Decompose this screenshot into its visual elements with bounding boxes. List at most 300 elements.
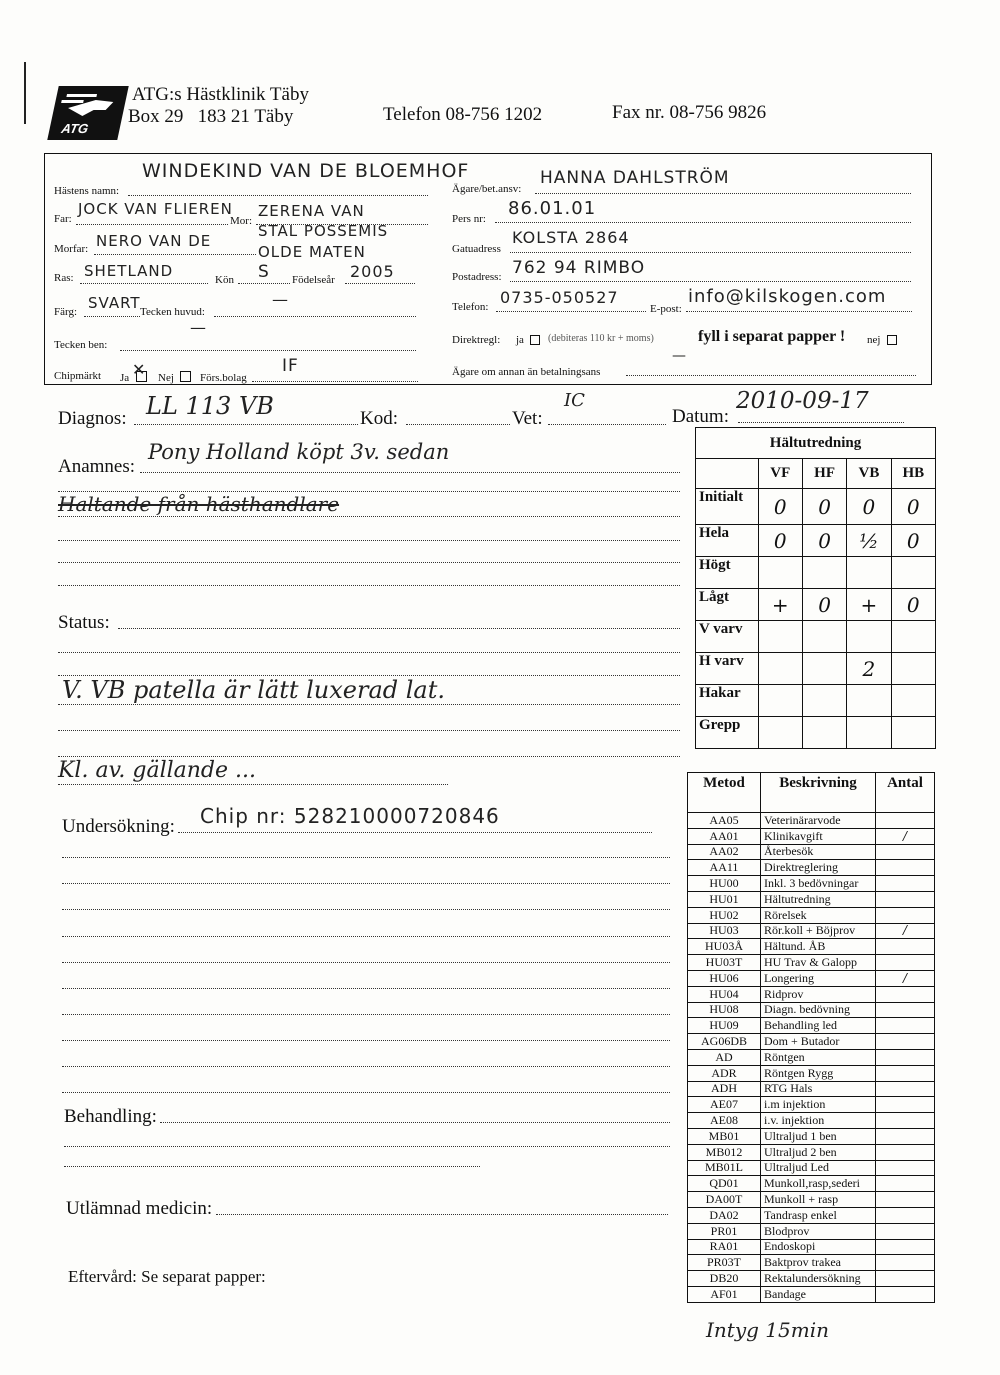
halt-cell[interactable]: 0 [847,489,891,525]
method-description: Ridprov [761,986,876,1002]
method-description: Blodprov [761,1223,876,1239]
method-row [688,876,935,892]
tecken-huvud-value: — [272,290,289,309]
diagnos-label: Diagnos: [58,408,127,429]
atg-logo [47,86,128,140]
anamnes-struck: Haltande från hästhandlare [58,492,340,516]
method-description: Röntgen Rygg [761,1065,876,1081]
undersokning-line-7 [62,988,670,989]
halt-cell[interactable]: 0 [891,525,935,557]
halt-corner-cell [696,459,759,489]
method-antal[interactable] [876,1065,935,1081]
halt-row-label: Hakar [696,685,759,717]
method-code: AF01 [688,1286,761,1302]
forsbolag-label: Förs.bolag [200,372,247,384]
method-code: MB01L [688,1160,761,1176]
method-description: Veterinärarvode [761,813,876,829]
method-code: AE07 [688,1097,761,1113]
halt-col-hb: HB [891,459,935,489]
method-description: Longering [761,970,876,986]
mor-value: ZERENA VAN [258,202,365,220]
halt-cell[interactable] [847,717,891,749]
halt-cell[interactable] [758,653,802,685]
method-row [688,955,935,971]
halt-header-row [696,459,936,489]
telefon-label: Telefon: [452,301,489,313]
halt-cell[interactable]: + [758,589,802,621]
halt-cell[interactable] [758,557,802,589]
method-antal[interactable] [876,907,935,923]
method-description: Munkoll + rasp [761,1192,876,1208]
halt-col-vf: VF [758,459,802,489]
method-code: HU03T [688,955,761,971]
persnr-value: 86.01.01 [508,198,597,219]
method-code: HU09 [688,1018,761,1034]
forsbolag-line [252,381,418,382]
method-row [688,1160,935,1176]
clinic-address: Box 29 183 21 Täby [128,106,294,127]
halt-row [696,685,936,717]
vet-line [548,424,666,425]
halt-cell[interactable] [758,621,802,653]
undersokning-line-4 [62,909,670,910]
eftervard-label: Eftervård: Se separat papper: [68,1267,266,1286]
status-line-7 [58,784,448,785]
halt-row [696,589,936,621]
chip-ja-checkmark: ✕ [132,360,147,379]
halt-cell[interactable] [758,685,802,717]
status-line-2 [58,652,680,653]
method-code: AA05 [688,813,761,829]
method-description: Tandrasp enkel [761,1207,876,1223]
anamnes-line-4 [58,540,680,541]
method-row [688,939,935,955]
footer-note: Intyg 15min [706,1318,829,1342]
method-description: Ultraljud 1 ben [761,1128,876,1144]
agare-line [535,193,911,194]
method-row [688,1286,935,1302]
halt-cell[interactable] [891,653,935,685]
halt-row [696,525,936,557]
undersokning-line-3 [62,883,670,884]
horse-name-line [128,195,428,196]
halt-row-label: Högt [696,557,759,589]
clinic-fax: Fax nr. 08-756 9826 [612,102,767,123]
method-antal[interactable] [876,1128,935,1144]
mor-label: Mor: [230,215,252,227]
behandling-line-3 [64,1166,480,1167]
behandling-line [160,1122,670,1123]
kon-value: S [258,262,270,282]
method-row [688,1002,935,1018]
method-description: Klinikavgift [761,828,876,844]
halt-row-label: Hela [696,525,759,557]
method-description: Diagn. bedövning [761,1002,876,1018]
direktregl-ja-checkbox[interactable] [530,335,540,345]
method-antal[interactable] [876,1255,935,1271]
direktregl-ja-label: ja [516,334,524,346]
halt-cell[interactable] [847,621,891,653]
status-label: Status: [58,612,110,633]
method-description: Bandage [761,1286,876,1302]
postadress-label: Postadress: [452,271,502,283]
method-description: Rörelsek [761,907,876,923]
method-antal[interactable] [876,1239,935,1255]
halt-row [696,621,936,653]
method-row [688,860,935,876]
method-antal[interactable] [876,1081,935,1097]
method-code: HU01 [688,891,761,907]
halt-cell[interactable]: 0 [802,489,846,525]
haltutredning-table [695,427,936,749]
fodelsear-line [345,283,415,284]
datum-label: Datum: [672,406,729,427]
morfar-label: Morfar: [54,243,89,255]
halt-row-label: Grepp [696,717,759,749]
method-antal[interactable] [876,955,935,971]
method-antal[interactable] [876,860,935,876]
halt-cell[interactable] [802,621,846,653]
method-header-metod: Metod [688,773,761,813]
halt-row [696,717,936,749]
medicin-label: Utlämnad medicin: [66,1198,213,1219]
anamnes-line-3 [58,516,680,517]
direktregl-nej-label: nej [867,334,881,346]
method-row [688,970,935,986]
halt-cell[interactable] [802,717,846,749]
halt-col-hf: HF [802,459,846,489]
method-code: HU00 [688,876,761,892]
method-antal[interactable] [876,986,935,1002]
undersokning-line-9 [62,1040,670,1041]
method-code: HU02 [688,907,761,923]
status-text-1: V. VB patella är lätt luxerad lat. [62,676,446,704]
persnr-line [495,222,911,223]
horse-name-label: Hästens namn: [54,185,120,197]
method-row [688,1097,935,1113]
method-antal[interactable]: / [876,970,935,986]
anamnes-label: Anamnes: [58,456,136,477]
method-row [688,923,935,939]
method-description: Röntgen [761,1049,876,1065]
horse-head-icon [47,86,128,140]
direktregl-note: (debiteras 110 kr + moms) [548,333,654,344]
halt-cell[interactable] [891,621,935,653]
annan-label: Ägare om annan än betalningsans [452,366,601,378]
haltutredning-title: Hältutredning [696,428,936,459]
method-antal[interactable]: / [876,828,935,844]
method-antal[interactable] [876,1192,935,1208]
halt-cell[interactable] [847,557,891,589]
clinic-phone: Telefon 08-756 1202 [383,104,543,125]
method-description: Endoskopi [761,1239,876,1255]
kod-line [406,424,510,425]
medicin-line [216,1214,668,1215]
status-line-5 [58,730,680,731]
gatuadress-line [510,252,911,253]
method-header-antal: Antal [876,773,935,813]
halt-cell[interactable]: 0 [802,525,846,557]
halt-cell[interactable]: 2 [847,653,891,685]
mor-value-2: STAL POSSEMIS [258,222,389,240]
method-code: HU08 [688,1002,761,1018]
method-description: Baktprov trakea [761,1255,876,1271]
method-description: Hältutredning [761,891,876,907]
chip-number-value: Chip nr: 528210000720846 [200,804,500,828]
behandling-line-2 [64,1146,670,1147]
status-line [118,628,680,629]
method-description: Rör.koll + Böjprov [761,923,876,939]
halt-cell[interactable] [891,557,935,589]
status-line-4 [58,704,680,705]
far-label: Far: [54,213,72,225]
vet-value: IC [564,390,585,411]
method-row [688,1255,935,1271]
method-antal[interactable] [876,844,935,860]
method-row [688,1049,935,1065]
telefon-value: 0735-050527 [500,288,619,307]
method-row [688,1113,935,1129]
fodelsear-value: 2005 [350,262,395,281]
method-row [688,1271,935,1287]
method-antal[interactable] [876,1144,935,1160]
method-description: i.v. injektion [761,1113,876,1129]
method-row [688,1128,935,1144]
method-code: AA02 [688,844,761,860]
farg-label: Färg: [54,306,78,318]
undersokning-line-6 [62,962,670,963]
method-row [688,1223,935,1239]
undersokning-line-2 [62,857,670,858]
diagnos-value: LL 113 VB [146,392,274,420]
method-antal[interactable] [876,1002,935,1018]
halt-cell[interactable] [802,685,846,717]
method-antal[interactable] [876,1113,935,1129]
undersokning-line-8 [62,1014,670,1015]
tecken-huvud-label: Tecken huvud: [140,306,205,318]
halt-cell[interactable] [802,557,846,589]
method-row [688,1081,935,1097]
method-header-beskrivning: Beskrivning [761,773,876,813]
method-code: MB01 [688,1128,761,1144]
method-row [688,1034,935,1050]
method-code: PR03T [688,1255,761,1271]
chip-label: Chipmärkt [54,370,102,382]
method-antal[interactable] [876,1176,935,1192]
anamnes-value: Pony Holland köpt 3v. sedan [148,440,450,464]
logo-text: ATG [60,121,90,136]
method-description: Hältund. ÅB [761,939,876,955]
method-antal[interactable] [876,939,935,955]
halt-cell[interactable]: + [847,589,891,621]
horse-name-value: WINDEKIND VAN DE BLOEMHOF [142,160,470,182]
halt-row-label: Initialt [696,489,759,525]
method-code: HU06 [688,970,761,986]
method-code: QD01 [688,1176,761,1192]
method-row [688,1176,935,1192]
halt-col-vb: VB [847,459,891,489]
undersokning-line-10 [62,1066,670,1067]
halt-cell[interactable] [758,717,802,749]
anamnes-line [140,472,680,473]
annan-line [626,375,916,376]
method-description: Dom + Butador [761,1034,876,1050]
halt-row-label: Lågt [696,589,759,621]
method-row [688,1144,935,1160]
tecken-ben-line [120,350,416,351]
direktregl-label: Direktregl: [452,334,501,346]
far-line [76,224,228,225]
method-code: AE08 [688,1113,761,1129]
method-antal[interactable] [876,891,935,907]
morfar-value: NERO VAN DE [96,232,212,250]
method-antal[interactable] [876,1049,935,1065]
method-row [688,813,935,829]
chip-ja-label: Ja [120,372,130,384]
method-code: ADH [688,1081,761,1097]
tecken-ben-value: — [190,318,207,337]
clinic-name: ATG:s Hästklinik Täby [132,84,309,105]
postadress-line [510,281,911,282]
method-row [688,828,935,844]
postadress-value: 762 94 RIMBO [512,258,646,278]
epost-value: info@kilskogen.com [688,286,887,307]
diagnos-line [134,424,358,425]
halt-cell[interactable] [891,717,935,749]
direktregl-instruction: fyll i separat papper ! [698,328,846,345]
method-code: AD [688,1049,761,1065]
halt-cell[interactable]: ½ [847,525,891,557]
method-description: Ultraljud Led [761,1160,876,1176]
method-code: PR01 [688,1223,761,1239]
kon-line [238,283,290,284]
datum-line [738,422,904,423]
method-code: DA02 [688,1207,761,1223]
undersokning-label: Undersökning: [62,816,175,837]
vet-label: Vet: [512,408,543,429]
method-description: RTG Hals [761,1081,876,1097]
gatuadress-label: Gatuadress [452,243,501,255]
margin-line [24,62,26,124]
anamnes-line-6 [58,585,680,586]
method-code: DB20 [688,1271,761,1287]
annan-value: — [672,348,687,364]
method-code: DA00T [688,1192,761,1208]
halt-cell[interactable] [802,653,846,685]
halt-cell[interactable] [847,685,891,717]
method-description: Rektalundersökning [761,1271,876,1287]
forsbolag-value: IF [282,356,299,376]
agare-value: HANNA DAHLSTRÖM [540,168,730,188]
datum-value: 2010-09-17 [736,388,869,414]
method-row [688,844,935,860]
method-antal[interactable] [876,1286,935,1302]
method-row [688,907,935,923]
method-code: ADR [688,1065,761,1081]
direktregl-nej-checkbox[interactable] [887,335,897,345]
method-antal[interactable] [876,813,935,829]
halt-row [696,557,936,589]
method-row [688,1239,935,1255]
method-antal[interactable] [876,1160,935,1176]
halt-cell[interactable]: 0 [891,489,935,525]
agare-label: Ägare/bet.ansv: [452,183,522,195]
method-code: HU03Å [688,939,761,955]
epost-label: E-post: [650,303,682,315]
method-antal[interactable] [876,1271,935,1287]
method-code: AA01 [688,828,761,844]
mor-value-3: OLDE MATEN [258,243,366,261]
method-description: Direktreglering [761,860,876,876]
halt-row-label: V varv [696,621,759,653]
method-description: Behandling led [761,1018,876,1034]
method-code: MB012 [688,1144,761,1160]
farg-line [84,316,140,317]
method-row [688,1207,935,1223]
method-description: HU Trav & Galopp [761,955,876,971]
method-row [688,986,935,1002]
gatuadress-value: KOLSTA 2864 [512,228,630,247]
method-row [688,891,935,907]
method-description: Ultraljud 2 ben [761,1144,876,1160]
ras-value: SHETLAND [84,262,174,280]
status-line-6 [58,756,680,757]
method-description: i.m injektion [761,1097,876,1113]
halt-row [696,653,936,685]
tecken-huvud-line [214,316,416,317]
method-antal[interactable] [876,1207,935,1223]
method-description: Munkoll,rasp,sederi [761,1176,876,1192]
anamnes-line-5 [58,562,680,563]
ras-line [80,283,208,284]
halt-cell[interactable]: 0 [758,489,802,525]
method-antal[interactable] [876,876,935,892]
undersokning-line-11 [62,1092,670,1093]
chip-nej-label: Nej [158,372,174,384]
epost-line [686,311,912,312]
halt-row [696,489,936,525]
persnr-label: Pers nr: [452,213,486,225]
halt-cell[interactable]: 0 [891,589,935,621]
method-row [688,1018,935,1034]
method-row [688,1192,935,1208]
kon-label: Kön [215,274,234,286]
method-antal[interactable] [876,1097,935,1113]
halt-cell[interactable]: 0 [758,525,802,557]
method-code: AG06DB [688,1034,761,1050]
method-description: Inkl. 3 bedövningar [761,876,876,892]
method-table [687,772,935,1303]
halt-cell[interactable] [891,685,935,717]
halt-cell[interactable]: 0 [802,589,846,621]
kod-label: Kod: [360,408,398,429]
method-antal[interactable] [876,1223,935,1239]
status-text-2: Kl. av. gällande ... [58,758,257,783]
method-code: HU03 [688,923,761,939]
undersokning-line-5 [62,936,670,937]
method-antal[interactable]: / [876,923,935,939]
undersokning-line [178,832,652,833]
behandling-label: Behandling: [64,1106,157,1127]
morfar-line [94,254,256,255]
method-antal[interactable] [876,1034,935,1050]
method-description: Återbesök [761,844,876,860]
chip-nej-checkbox[interactable] [180,371,191,382]
halt-row-label: H varv [696,653,759,685]
method-antal[interactable] [876,1018,935,1034]
ras-label: Ras: [54,272,74,284]
fodelsear-label: Födelseår [292,274,335,286]
